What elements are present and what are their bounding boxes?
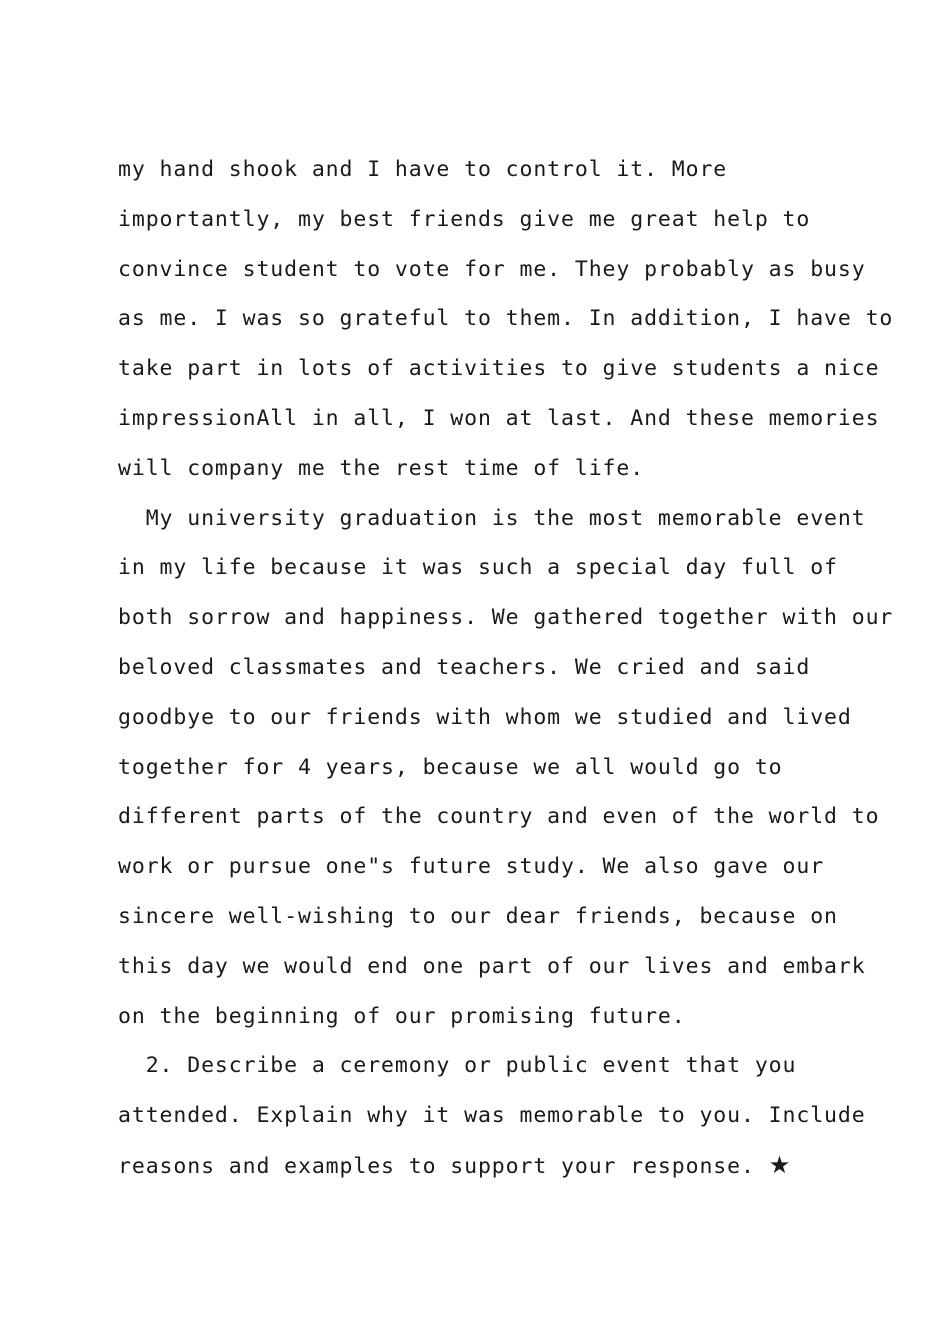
text-line: my hand shook and I have to control it. More bbox=[118, 157, 728, 182]
text-line: together for 4 years, because we all would go to bbox=[118, 754, 783, 780]
document-body bbox=[118, 145, 894, 1191]
text-line: My university graduation is the most memorable event bbox=[118, 505, 866, 531]
text-line-content: reasons and examples to support your response. bbox=[118, 1153, 769, 1179]
text-line: sincere well-wishing to our dear friends, because on bbox=[118, 903, 838, 929]
paragraph-question-2 bbox=[118, 1041, 866, 1190]
text-line: different parts of the country and even of the world to bbox=[118, 804, 880, 830]
text-line: as me. I was so grateful to them. In addition, I have to bbox=[118, 306, 894, 332]
text-line: beloved classmates and teachers. We cried and said bbox=[118, 654, 811, 680]
text-line: this day we would end one part of our lives and embark bbox=[118, 953, 866, 979]
text-line: importantly, my best friends give me great help to bbox=[118, 206, 811, 232]
text-line bbox=[118, 1141, 848, 1191]
text-line: impressionAll in all, I won at last. And these memories bbox=[118, 405, 880, 431]
text-line: convince student to vote for me. They probably as busy bbox=[118, 256, 866, 282]
text-line: on the beginning of our promising future. bbox=[118, 1003, 686, 1029]
text-line: in my life because it was such a special day full of bbox=[118, 555, 838, 581]
text-line: goodbye to our friends with whom we studied and lived bbox=[118, 704, 852, 730]
text-line: attended. Explain why it was memorable to you. Include bbox=[118, 1103, 866, 1129]
text-line: 2. Describe a ceremony or public event that you bbox=[118, 1053, 797, 1079]
text-line: take part in lots of activities to give students a nice bbox=[118, 356, 880, 382]
text-line: will company me the rest time of life. bbox=[118, 455, 645, 481]
paragraph-graduation bbox=[118, 494, 894, 1042]
star-icon: ★ bbox=[768, 1150, 792, 1179]
paragraph-election bbox=[118, 145, 894, 494]
text-line: both sorrow and happiness. We gathered together with our bbox=[118, 605, 894, 631]
text-line: work or pursue one"s future study. We also gave our bbox=[118, 854, 825, 880]
